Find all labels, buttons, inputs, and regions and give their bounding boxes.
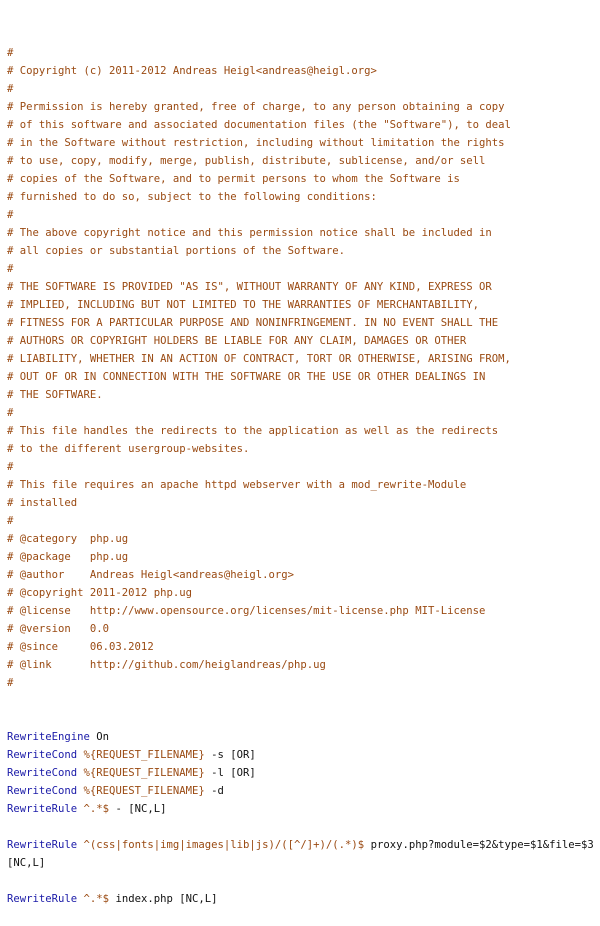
- directive-pattern: ^(css|fonts|img|images|lib|js)/([^/]+)/(.*)$: [77, 839, 365, 851]
- comment-line: # @since 06.03.2012: [7, 641, 154, 653]
- directive-pattern: %{REQUEST_FILENAME}: [77, 767, 205, 779]
- comment-line: # @author Andreas Heigl<andreas@heigl.org>: [7, 569, 295, 581]
- comment-line: # @version 0.0: [7, 623, 110, 635]
- comment-line: # This file requires an apache httpd webserver with a mod_rewrite-Module: [7, 479, 467, 491]
- comment-line: # IMPLIED, INCLUDING BUT NOT LIMITED TO THE WARRANTIES OF MERCHANTABILITY,: [7, 299, 479, 311]
- comment-line: # @license http://www.opensource.org/licenses/mit-license.php MIT-License: [7, 605, 486, 617]
- comment-line: # AUTHORS OR COPYRIGHT HOLDERS BE LIABLE FOR ANY CLAIM, DAMAGES OR OTHER: [7, 335, 467, 347]
- comment-line: # copies of the Software, and to permit persons to whom the Software is: [7, 173, 460, 185]
- comment-line: # installed: [7, 497, 78, 509]
- comment-line: # @link http://github.com/heiglandreas/php.ug: [7, 659, 326, 671]
- comment-line: #: [7, 263, 14, 275]
- directive-line: [7, 872, 600, 890]
- directive-pattern: ^.*$: [77, 893, 110, 905]
- directive-pattern: %{REQUEST_FILENAME}: [77, 749, 205, 761]
- directive-keyword: RewriteRule: [7, 803, 78, 815]
- comment-line: # @package php.ug: [7, 551, 129, 563]
- comment-line: # all copies or substantial portions of the Software.: [7, 245, 346, 257]
- comment-line: # THE SOFTWARE IS PROVIDED "AS IS", WITHOUT WARRANTY OF ANY KIND, EXPRESS OR: [7, 281, 492, 293]
- comment-line: # OUT OF OR IN CONNECTION WITH THE SOFTWARE OR THE USE OR OTHER DEALINGS IN: [7, 371, 486, 383]
- comment-line: #: [7, 83, 14, 95]
- directive-line: [7, 800, 600, 818]
- comment-line: # FITNESS FOR A PARTICULAR PURPOSE AND NONINFRINGEMENT. IN NO EVENT SHALL THE: [7, 317, 499, 329]
- directive-line: [7, 728, 600, 746]
- directive-arguments: -l [OR]: [204, 767, 256, 779]
- directive-line: [7, 836, 600, 854]
- directive-arguments: -d: [204, 785, 224, 797]
- comment-line: #: [7, 677, 14, 689]
- directive-keyword: RewriteCond: [7, 785, 78, 797]
- directive-keyword: RewriteRule: [7, 893, 78, 905]
- comment-line: # in the Software without restriction, including without limitation the rights: [7, 137, 505, 149]
- directive-line: [7, 818, 600, 836]
- comment-line: # LIABILITY, WHETHER IN AN ACTION OF CONTRACT, TORT OR OTHERWISE, ARISING FROM,: [7, 353, 511, 365]
- directive-arguments: On: [89, 731, 110, 743]
- directive-line: [7, 890, 600, 908]
- directive-pattern: ^.*$: [77, 803, 110, 815]
- comment-line: #: [7, 407, 14, 419]
- comment-line: # @copyright 2011-2012 php.ug: [7, 587, 192, 599]
- directive-keyword: RewriteRule: [7, 839, 78, 851]
- directive-keyword: RewriteEngine: [7, 731, 90, 743]
- directive-keyword: RewriteCond: [7, 767, 78, 779]
- directive-keyword: RewriteCond: [7, 749, 78, 761]
- directive-line: [7, 764, 600, 782]
- comment-line: # of this software and associated documentation files (the "Software"), to deal: [7, 119, 511, 131]
- directive-arguments: - [NC,L]: [109, 803, 167, 815]
- comment-line: # THE SOFTWARE.: [7, 389, 103, 401]
- comment-line: #: [7, 515, 14, 527]
- comment-line: #: [7, 461, 14, 473]
- comment-line: #: [7, 209, 14, 221]
- comment-line: # Permission is hereby granted, free of charge, to any person obtaining a copy: [7, 101, 505, 113]
- directive-arguments: proxy.php?module=$2&type=$1&file=$3: [364, 839, 594, 851]
- directive-arguments: [NC,L]: [7, 857, 46, 869]
- comment-line: # to the different usergroup-websites.: [7, 443, 250, 455]
- comment-line: # This file handles the redirects to the application as well as the redirects: [7, 425, 499, 437]
- license-comment-block: [7, 44, 600, 692]
- directive-line: [7, 746, 600, 764]
- comment-line: # @category php.ug: [7, 533, 129, 545]
- directive-arguments: -s [OR]: [204, 749, 256, 761]
- directive-arguments: index.php [NC,L]: [109, 893, 218, 905]
- comment-line: # to use, copy, modify, merge, publish, distribute, sublicense, and/or sell: [7, 155, 486, 167]
- comment-line: # Copyright (c) 2011-2012 Andreas Heigl<andreas@heigl.org>: [7, 65, 377, 77]
- comment-line: # The above copyright notice and this permission notice shall be included in: [7, 227, 492, 239]
- comment-line: # furnished to do so, subject to the following conditions:: [7, 191, 377, 203]
- directive-line: [7, 782, 600, 800]
- directive-pattern: %{REQUEST_FILENAME}: [77, 785, 205, 797]
- rewrite-rules-block: [7, 728, 600, 908]
- comment-line: #: [7, 47, 14, 59]
- directive-line: [7, 854, 600, 872]
